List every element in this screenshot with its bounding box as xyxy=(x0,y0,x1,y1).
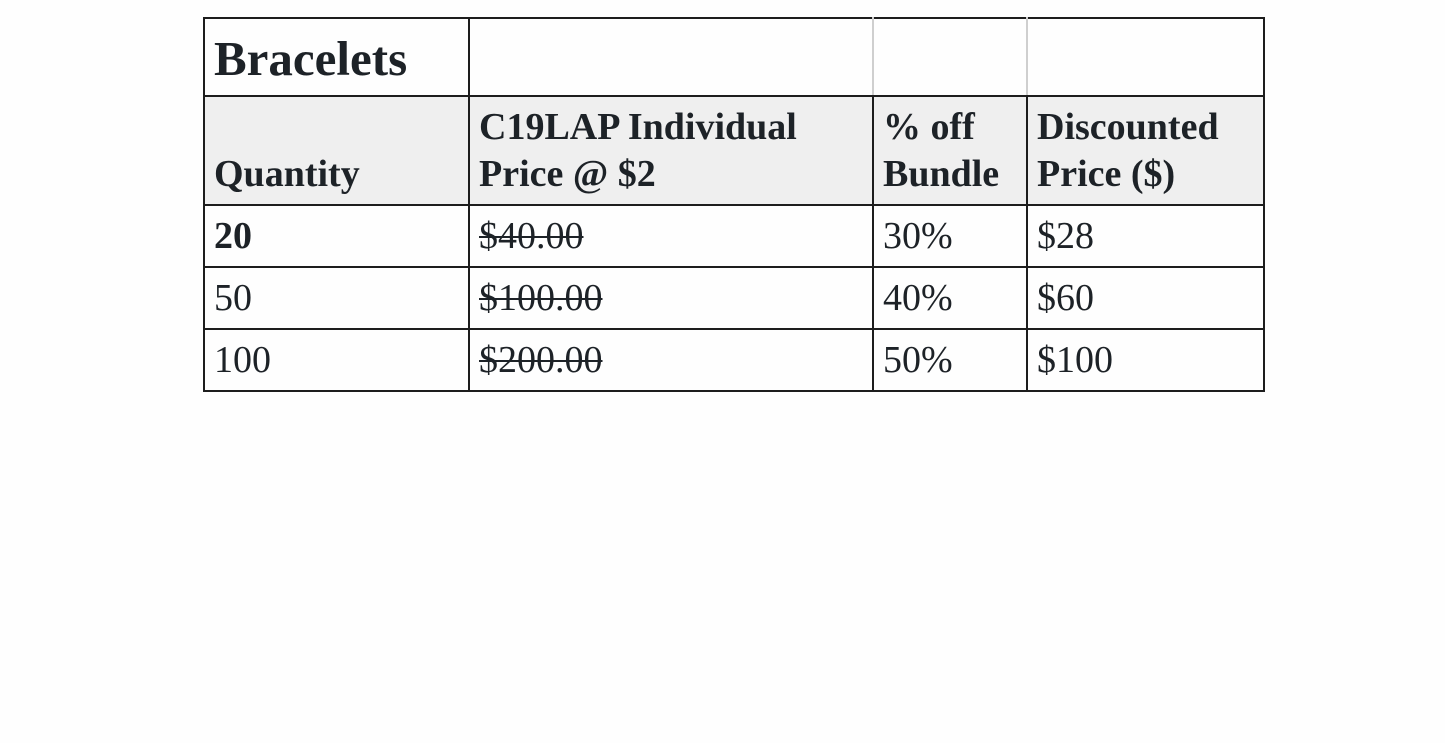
percent-off-cell: 50% xyxy=(873,329,1027,391)
table-header-row xyxy=(204,96,1264,205)
percent-off-cell: 40% xyxy=(873,267,1027,329)
header-individual-price: C19LAP Individual Price @ $2 xyxy=(469,96,873,205)
header-percent-off: % off Bundle xyxy=(873,96,1027,205)
discounted-price-cell: $100 xyxy=(1027,329,1264,391)
struck-price: $100.00 xyxy=(479,276,603,319)
table-title-row xyxy=(204,18,1264,96)
quantity-cell: 50 xyxy=(204,267,469,329)
empty-cell xyxy=(873,18,1027,96)
struck-price: $200.00 xyxy=(479,338,603,381)
percent-off-cell: 30% xyxy=(873,205,1027,267)
individual-price-cell xyxy=(469,267,873,329)
individual-price-cell xyxy=(469,205,873,267)
empty-cell xyxy=(469,18,873,96)
discounted-price-cell: $60 xyxy=(1027,267,1264,329)
header-discounted-price: Discounted Price ($) xyxy=(1027,96,1264,205)
quantity-cell: 100 xyxy=(204,329,469,391)
table-row xyxy=(204,205,1264,267)
table-title: Bracelets xyxy=(204,18,469,96)
bracelets-price-table xyxy=(203,17,1265,392)
table-row xyxy=(204,329,1264,391)
table-row xyxy=(204,267,1264,329)
empty-cell xyxy=(1027,18,1264,96)
header-quantity: Quantity xyxy=(204,96,469,205)
individual-price-cell xyxy=(469,329,873,391)
quantity-cell: 20 xyxy=(204,205,469,267)
discounted-price-cell: $28 xyxy=(1027,205,1264,267)
struck-price: $40.00 xyxy=(479,214,584,257)
